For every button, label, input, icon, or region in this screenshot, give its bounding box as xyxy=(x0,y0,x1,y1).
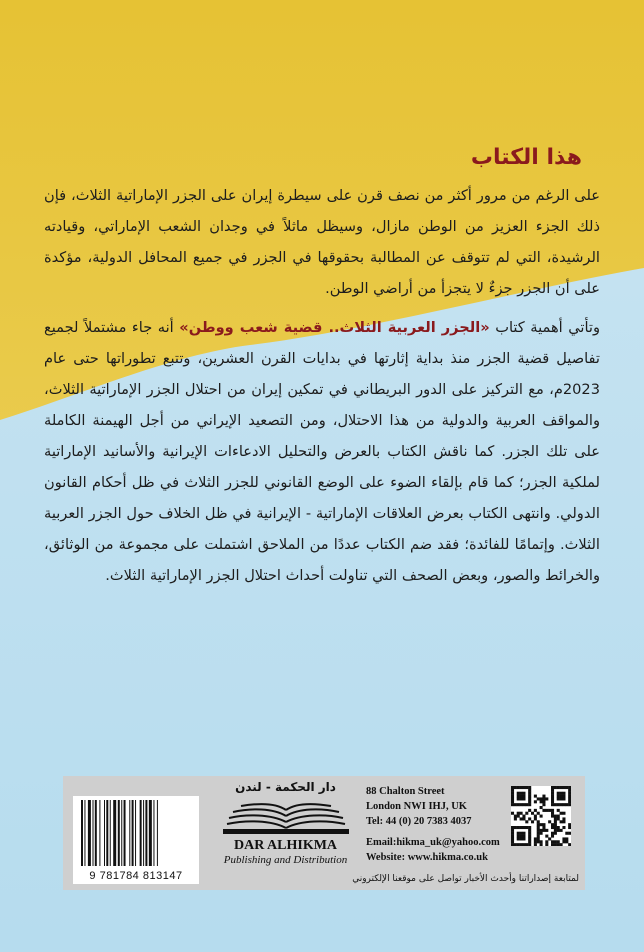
website: Website: www.hikma.co.uk xyxy=(366,852,488,863)
address-line-2: London NWI IHJ, UK xyxy=(366,801,467,812)
publisher-name-arabic: دار الحكمة - لندن xyxy=(235,780,336,794)
telephone: Tel: 44 (0) 20 7383 4037 xyxy=(366,816,472,827)
qr-caption: لمتابعة إصداراتنا وأحدث الأخبار تواصل على موقعنا الإلكتروني xyxy=(352,874,579,884)
address-line-1: 88 Chalton Street xyxy=(366,786,445,797)
book-description xyxy=(44,180,600,591)
book-title-highlight: «الجزر العربية الثلاث.. قضية شعب ووطن» xyxy=(179,319,490,336)
email: Email:hikma_uk@yahoo.com xyxy=(366,837,500,848)
qr-code-icon xyxy=(511,786,571,846)
qr-code xyxy=(511,786,571,846)
open-book-icon xyxy=(221,798,351,836)
publisher-tagline: Publishing and Distribution xyxy=(223,854,348,866)
isbn-barcode xyxy=(73,796,199,884)
barcode-icon xyxy=(79,800,193,866)
publisher-name-english: DAR ALHIKMA xyxy=(233,838,338,853)
isbn-number: 9 781784 813147 xyxy=(89,870,183,882)
publisher-panel xyxy=(63,776,585,890)
publisher-logo-block xyxy=(213,780,358,866)
description-paragraph-2 xyxy=(44,312,600,591)
paragraph-2-intro: وتأتي أهمية كتاب xyxy=(489,319,601,336)
cover-title: هذا الكتاب xyxy=(470,145,582,170)
description-paragraph-1: على الرغم من مرور أكثر من نصف قرن على سيطرة إيران على الجزر الإماراتية الثلاث، فإن ذلك الجزء العزيز من الوطن مازال، وسيظل ماثلاً في وجدان الشعب الإماراتي، وقيادته الرشيدة، التي لم تتوقف عن المطالبة بحقوقها في الجزر في جميع المحافل الدولية، مؤكدة على أن الجزر جزءٌ لا يتجزأ من أراضي الوطن. xyxy=(44,187,600,297)
paragraph-2-body: أنه جاء مشتملاً لجميع تفاصيل قضية الجزر منذ بداية إثارتها في بدايات القرن العشرين، وتتبع تطوراتها حتى عام 2023م، مع التركيز على الدور البريطاني في تمكين إيران من احتلال الجزر الإماراتية الثلاث، والمواقف العربية والدولية من هذا الاحتلال، ومن التصعيد الإيراني من أجل الهيمنة الكاملة على تلك الجزر. كما ناقش الكتاب بالعرض والتحليل الادعاءات الإيرانية والأسانيد الإماراتية لملكية الجزر؛ كما قام بإلقاء الضوء على الوضع القانوني للجزر الثلاث في ظل أحكام القانون الدولي. وانتهى الكتاب بعرض العلاقات الإماراتية - الإيرانية في ظل الخلاف حول الجزر العربية الثلاث. وإتمامًا للفائدة؛ فقد ضم الكتاب عددًا من الملاحق اشتملت على مجموعة من الوثائق، والخرائط والصور، وبعض الصحف التي تناولت أحداث احتلال الجزر الإماراتية الثلاث. xyxy=(44,319,600,584)
publisher-contact xyxy=(366,784,506,865)
